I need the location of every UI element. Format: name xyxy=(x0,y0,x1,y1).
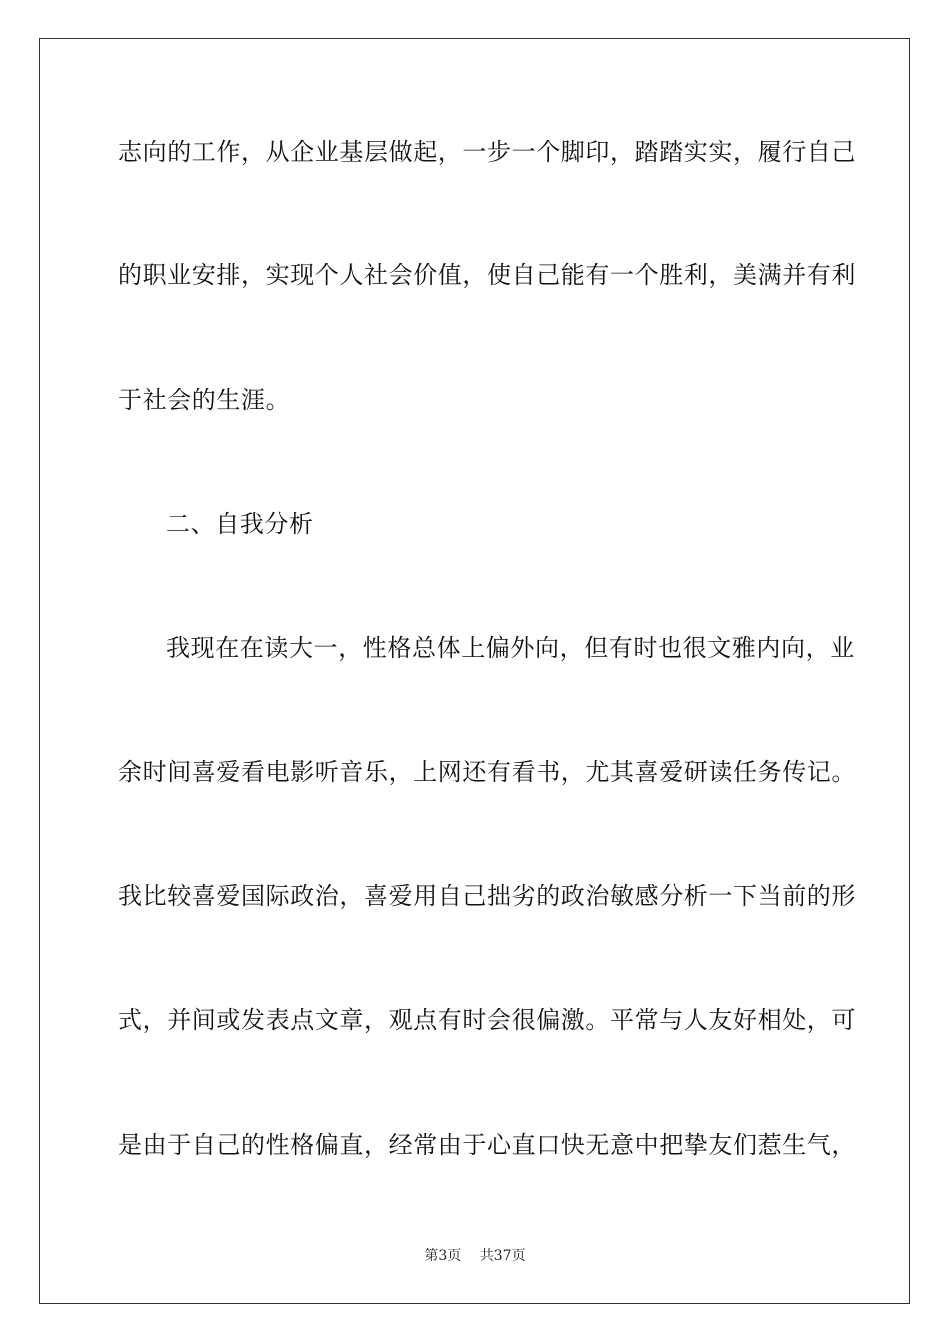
body-text-line: 我比较喜爱国际政治，喜爱用自己拙劣的政治敏感分析一下当前的形 xyxy=(118,882,856,910)
page-footer xyxy=(0,1247,950,1265)
body-text-line: 我现在在读大一，性格总体上偏外向，但有时也很文雅内向，业 xyxy=(166,634,855,662)
section-heading: 二、自我分析 xyxy=(166,510,314,538)
body-text-line: 式，并间或发表点文章，观点有时会很偏激。平常与人友好相处，可 xyxy=(118,1006,856,1034)
body-text-line: 于社会的生涯。 xyxy=(118,386,291,414)
body-text-line: 的职业安排，实现个人社会价值，使自己能有一个胜利，美满并有利 xyxy=(118,261,856,289)
page-number: 第3页 xyxy=(424,1248,462,1264)
body-text-line: 是由于自己的性格偏直，经常由于心直口快无意中把挚友们惹生气， xyxy=(118,1131,856,1159)
page-border xyxy=(39,38,910,1304)
body-text-line: 余时间喜爱看电影听音乐，上网还有看书，尤其喜爱研读任务传记。 xyxy=(118,758,856,786)
body-text-line: 志向的工作，从企业基层做起，一步一个脚印，踏踏实实，履行自己 xyxy=(118,138,856,166)
page-total: 共37页 xyxy=(479,1248,526,1264)
